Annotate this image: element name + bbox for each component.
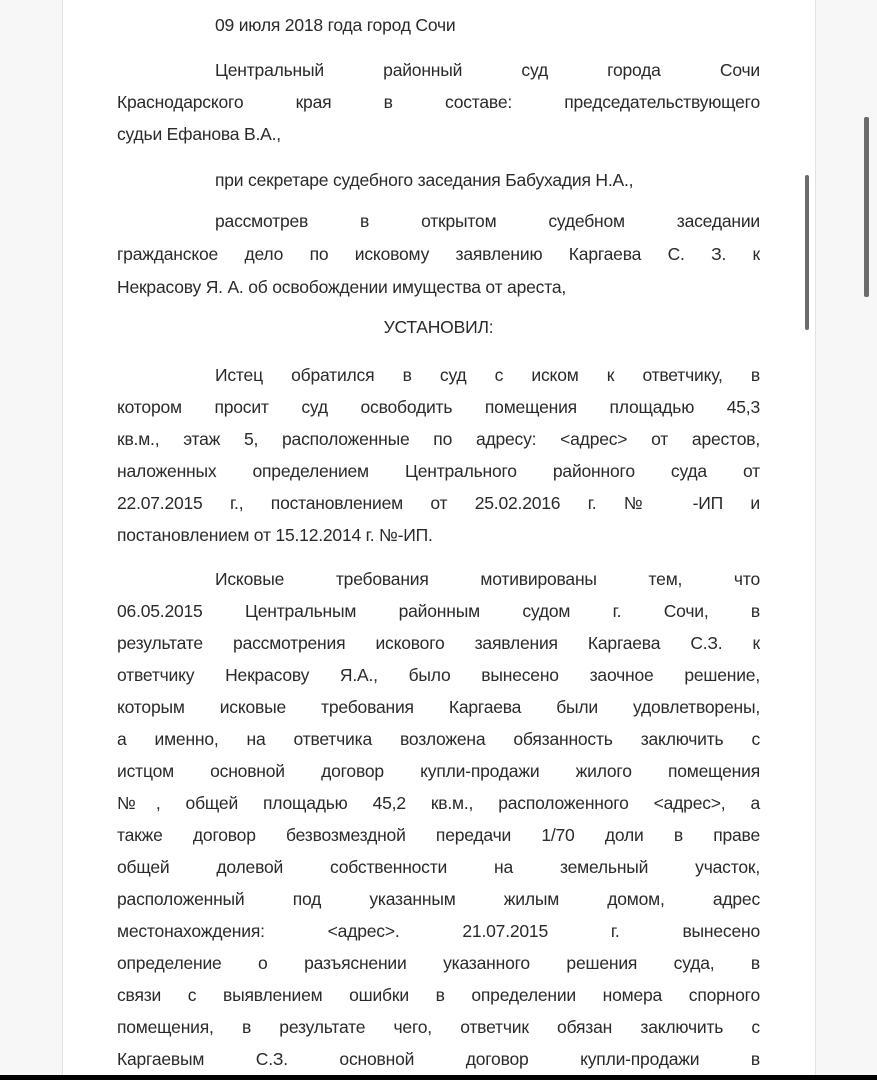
text-line: кв.м., этаж 5, расположенные по адресу: <адрес> от арестов, — [117, 429, 760, 449]
scrollbar-thumb[interactable] — [864, 117, 869, 297]
text-line: общей долевой собственности на земельный участок, — [117, 857, 760, 877]
text-line: 22.07.2015 г., постановлением от 25.02.2016 г. № -ИП и — [117, 493, 760, 513]
text-line: ответчику Некрасову Я.А., было вынесено заочное решение, — [117, 665, 760, 685]
text-line: местонахождения: <адрес>. 21.07.2015 г. вынесено — [117, 921, 760, 941]
text-line: Исковые требования мотивированы тем, что — [215, 569, 760, 589]
text-line: рассмотрев в открытом судебном заседании — [215, 211, 760, 231]
text-line: истцом основной договор купли-продажи жилого помещения — [117, 761, 760, 781]
text-line: Каргаевым С.З. основной договор купли-продажи в — [117, 1049, 760, 1069]
page-scroll-indicator[interactable] — [805, 175, 809, 330]
text-line: которым исковые требования Каргаева были удовлетворены, — [117, 697, 760, 717]
bottom-bar — [0, 1075, 877, 1080]
text-line: Некрасову Я. А. об освобождении имущества от ареста, — [117, 277, 567, 297]
text-line: наложенных определением Центрального районного суда от — [117, 461, 760, 481]
text-line: Истец обратился в суд с иском к ответчику, в — [215, 365, 760, 385]
section-heading: УСТАНОВИЛ: — [383, 317, 494, 337]
text-line: 06.05.2015 Центральным районным судом г. Сочи, в — [117, 601, 760, 621]
text-line: котором просит суд освободить помещения площадью 45,3 — [117, 397, 760, 417]
text-line: результате рассмотрения искового заявления Каргаева С.З. к — [117, 633, 760, 653]
text-line: а именно, на ответчика возложена обязанность заключить с — [117, 729, 760, 749]
text-line: судьи Ефанова В.А., — [117, 124, 281, 144]
text-line: №, общей площадью 45,2 кв.м., расположенного <адрес>, а — [117, 793, 760, 813]
text-line: гражданское дело по исковому заявлению Каргаева С. З. к — [117, 244, 760, 264]
text-line: при секретаре судебного заседания Бабухадия Н.А., — [215, 170, 634, 190]
text-line: Центральный районный суд города Сочи — [215, 60, 760, 80]
text-line: также договор безвозмездной передачи 1/70 доли в праве — [117, 825, 760, 845]
date-line: 09 июля 2018 года город Сочи — [215, 15, 456, 35]
text-line: Краснодарского края в составе: председательствующего — [117, 92, 760, 112]
text-line: расположенный под указанным жилым домом, адрес — [117, 889, 760, 909]
text-line: постановлением от 15.12.2014 г. №-ИП. — [117, 525, 433, 545]
text-line: определение о разъяснении указанного решения суда, в — [117, 953, 760, 973]
text-line: связи с выявлением ошибки в определении номера спорного — [117, 985, 760, 1005]
text-line: помещения, в результате чего, ответчик обязан заключить с — [117, 1017, 760, 1037]
